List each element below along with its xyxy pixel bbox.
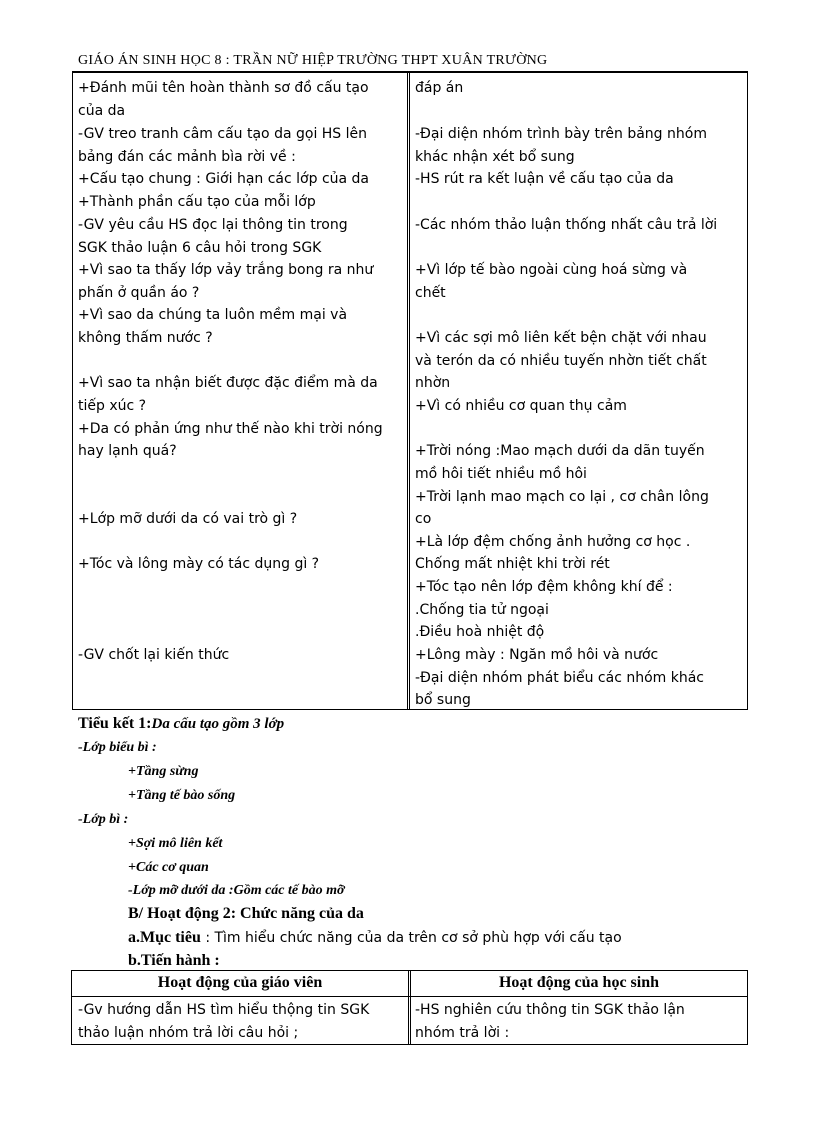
student-line: khác nhận xét bổ sung [415,149,575,165]
summary-line: +Các cơ quan [128,860,209,875]
teacher-line: +Vì sao da chúng ta luôn mềm mại và [78,307,348,323]
page-header: GIÁO ÁN SINH HỌC 8 : TRẦN NỮ HIỆP TRƯỜNG THPT XUÂN TRƯỜNG [78,53,548,68]
column-divider [407,73,410,709]
student-line: nhờn [415,375,451,391]
teacher-line: hay lạnh quá? [78,443,177,459]
summary-line: +Tầng tế bào sống [128,788,236,803]
student-line: +Vì có nhiều cơ quan thụ cảm [415,398,627,414]
teacher-line: +Cấu tạo chung : Giới hạn các lớp của da [78,171,370,187]
teacher-line: +Lớp mỡ dưới da có vai trò gì ? [78,511,298,527]
teacher-line: -GV treo tranh câm cấu tạo da gọi HS lên [78,126,368,142]
teacher-line: +Vì sao ta thấy lớp vảy trắng bong ra như [78,262,374,278]
summary-heading-text: Da cấu tạo gồm 3 lớp [151,716,285,732]
student-line: -HS rút ra kết luận về cấu tạo của da [415,171,674,187]
objective-label: a.Mục tiêu [128,929,201,946]
student-line: +Là lớp đệm chống ảnh hưởng cơ học . [415,534,691,550]
student-line: +Trời nóng :Mao mạch dưới da dãn tuyến [415,443,705,459]
student-line: nhóm trả lời : [415,1025,510,1041]
summary-line: -Lớp bì : [78,812,129,827]
teacher-line: +Thành phần cấu tạo của mỗi lớp [78,194,316,210]
teacher-line: -GV yêu cầu HS đọc lại thông tin trong [78,217,348,233]
summary-line: +Sợi mô liên kết [128,836,223,851]
student-line: chết [415,285,446,301]
teacher-line: bảng đán các mảnh bìa rời về : [78,149,296,165]
student-line: .Chống tia tử ngoại [415,602,549,618]
objective-line [128,928,622,948]
summary-line: -Lớp biểu bì : [78,740,157,755]
teacher-line: SGK thảo luận 6 câu hỏi trong SGK [78,240,322,256]
student-line: Chống mất nhiệt khi trời rét [415,556,610,572]
summary-heading [78,714,284,734]
teacher-line: +Đánh mũi tên hoàn thành sơ đồ cấu tạo [78,80,369,96]
summary-line: +Tầng sừng [128,764,199,779]
summary-line: -Lớp mỡ dưới da :Gồm các tế bào mỡ [128,883,345,898]
student-line: và terón da có nhiều tuyến nhờn tiết chất [415,353,707,369]
summary-heading-label: Tiểu kết 1: [78,715,152,732]
teacher-line: phấn ở quần áo ? [78,285,200,301]
student-line: +Tóc tạo nên lớp đệm không khí để : [415,579,673,595]
procedure-label: b.Tiến hành : [128,952,220,969]
student-line: +Trời lạnh mao mạch co lại , cơ chân lông [415,489,709,505]
teacher-line: -GV chốt lại kiến thức [78,647,230,663]
student-line: +Vì lớp tế bào ngoài cùng hoá sừng và [415,262,688,278]
student-line: -Đại diện nhóm phát biểu các nhóm khác [415,670,705,686]
teacher-line: không thấm nước ? [78,330,213,346]
teacher-line: thảo luận nhóm trả lời câu hỏi ; [78,1025,299,1041]
teacher-line: +Vì sao ta nhận biết được đặc điểm mà da [78,375,378,391]
student-line: +Lông mày : Ngăn mồ hôi và nước [415,647,659,663]
student-line: .Điều hoà nhiệt độ [415,624,545,640]
teacher-line: của da [78,103,126,119]
student-line: bổ sung [415,692,471,708]
header-divider [72,996,747,997]
teacher-line: -Gv hướng dẫn HS tìm hiểu thộng tin SGK [78,1002,370,1018]
student-column-header: Hoạt động của học sinh [498,974,660,991]
student-line: -HS nghiên cứu thông tin SGK thảo lận [415,1002,685,1018]
teacher-line: tiếp xúc ? [78,398,147,414]
objective-text: : Tìm hiểu chức năng của da trên cơ sở phù hợp với cấu tạo [200,930,622,946]
student-line: mồ hôi tiết nhiều mồ hôi [415,466,587,482]
student-line: -Đại diện nhóm trình bày trên bảng nhóm [415,126,707,142]
student-line: đáp án [415,80,464,96]
student-line: -Các nhóm thảo luận thống nhất câu trả lời [415,217,718,233]
teacher-line: +Da có phản ứng như thế nào khi trời nóng [78,421,383,437]
activity2-title: B/ Hoạt động 2: Chức năng của da [128,905,364,922]
teacher-line: +Tóc và lông mày có tác dụng gì ? [78,556,320,572]
student-line: +Vì các sợi mô liên kết bện chặt với nhau [415,330,707,346]
student-line: co [415,511,432,527]
teacher-column-header: Hoạt động của giáo viên [157,974,323,991]
